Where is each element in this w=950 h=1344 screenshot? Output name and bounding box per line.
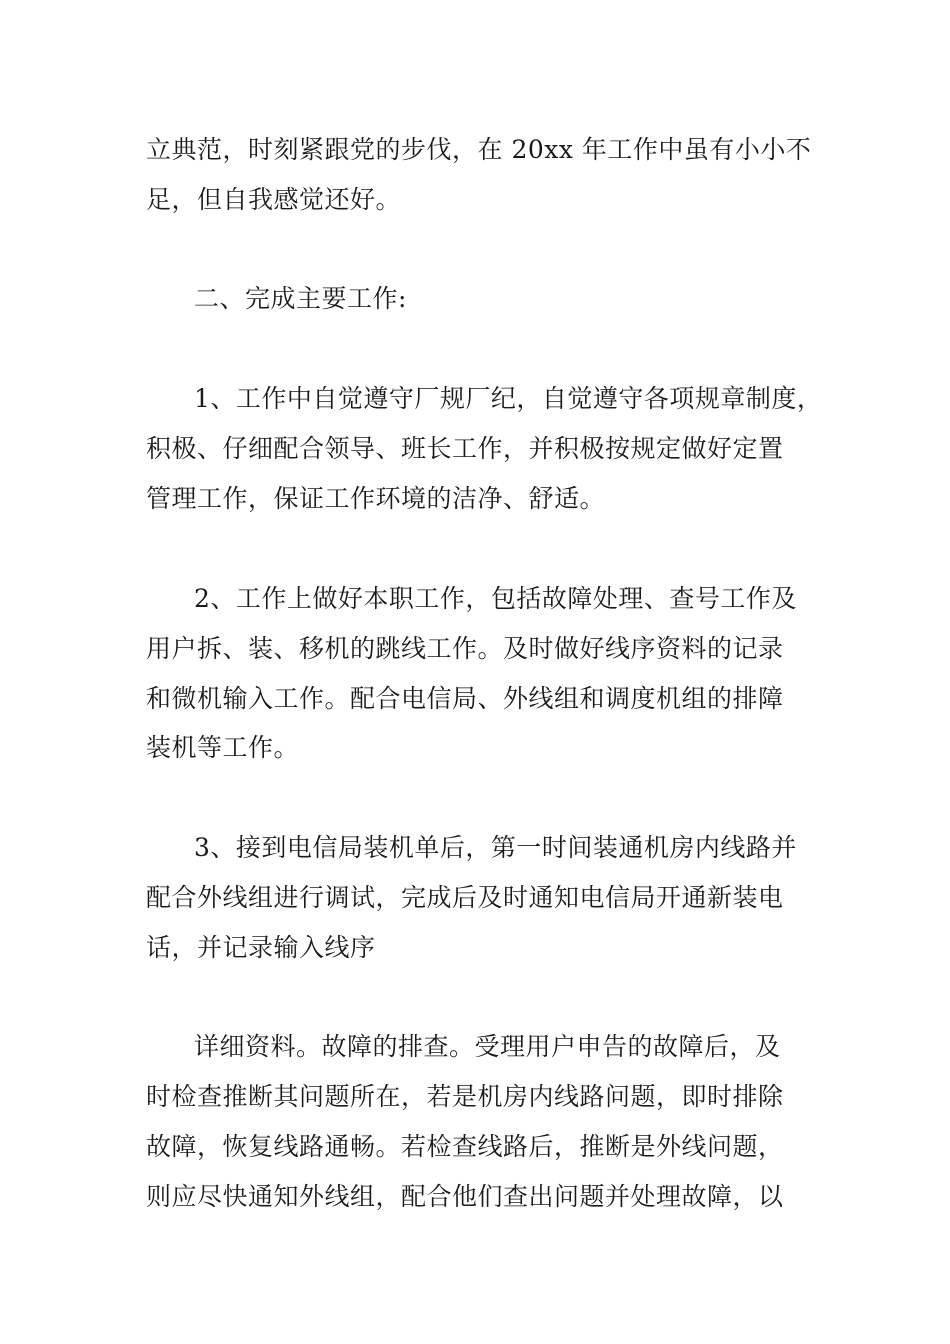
text-line: 立典范，时刻紧跟党的步伐，在 20xx 年工作中虽有小小不 [146, 135, 812, 164]
text-line: 积极、仔细配合领导、班长工作，并积极按规定做好定置 [146, 434, 784, 463]
text-line: 和微机输入工作。配合电信局、外线组和调度机组的排障 [146, 684, 784, 713]
text-line: 3、接到电信局装机单后，第一时间装通机房内线路并 [194, 833, 797, 862]
text-line: 时检查推断其问题所在，若是机房内线路问题，即时排除 [146, 1082, 784, 1111]
text-line: 2、工作上做好本职工作，包括故障处理、查号工作及 [194, 584, 797, 613]
text-line: 装机等工作。 [146, 733, 300, 762]
text-line: 管理工作，保证工作环境的洁净、舒适。 [146, 484, 606, 513]
text-line: 配合外线组进行调试，完成后及时通知电信局开通新装电 [146, 883, 784, 912]
text-line: 则应尽快通知外线组，配合他们查出问题并处理故障，以 [146, 1182, 784, 1211]
text-line: 故障，恢复线路通畅。若检查线路后，推断是外线问题， [146, 1132, 784, 1161]
text-line: 话，并记录输入线序 [146, 933, 376, 962]
text-line: 详细资料。故障的排查。受理用户申告的故障后，及 [194, 1032, 781, 1061]
text-line: 用户拆、装、移机的跳线工作。及时做好线序资料的记录 [146, 634, 784, 663]
text-line: 1、工作中自觉遵守厂规厂纪，自觉遵守各项规章制度， [194, 384, 823, 413]
section-heading: 二、完成主要工作: [194, 284, 407, 313]
text-line: 足，但自我感觉还好。 [146, 185, 402, 214]
